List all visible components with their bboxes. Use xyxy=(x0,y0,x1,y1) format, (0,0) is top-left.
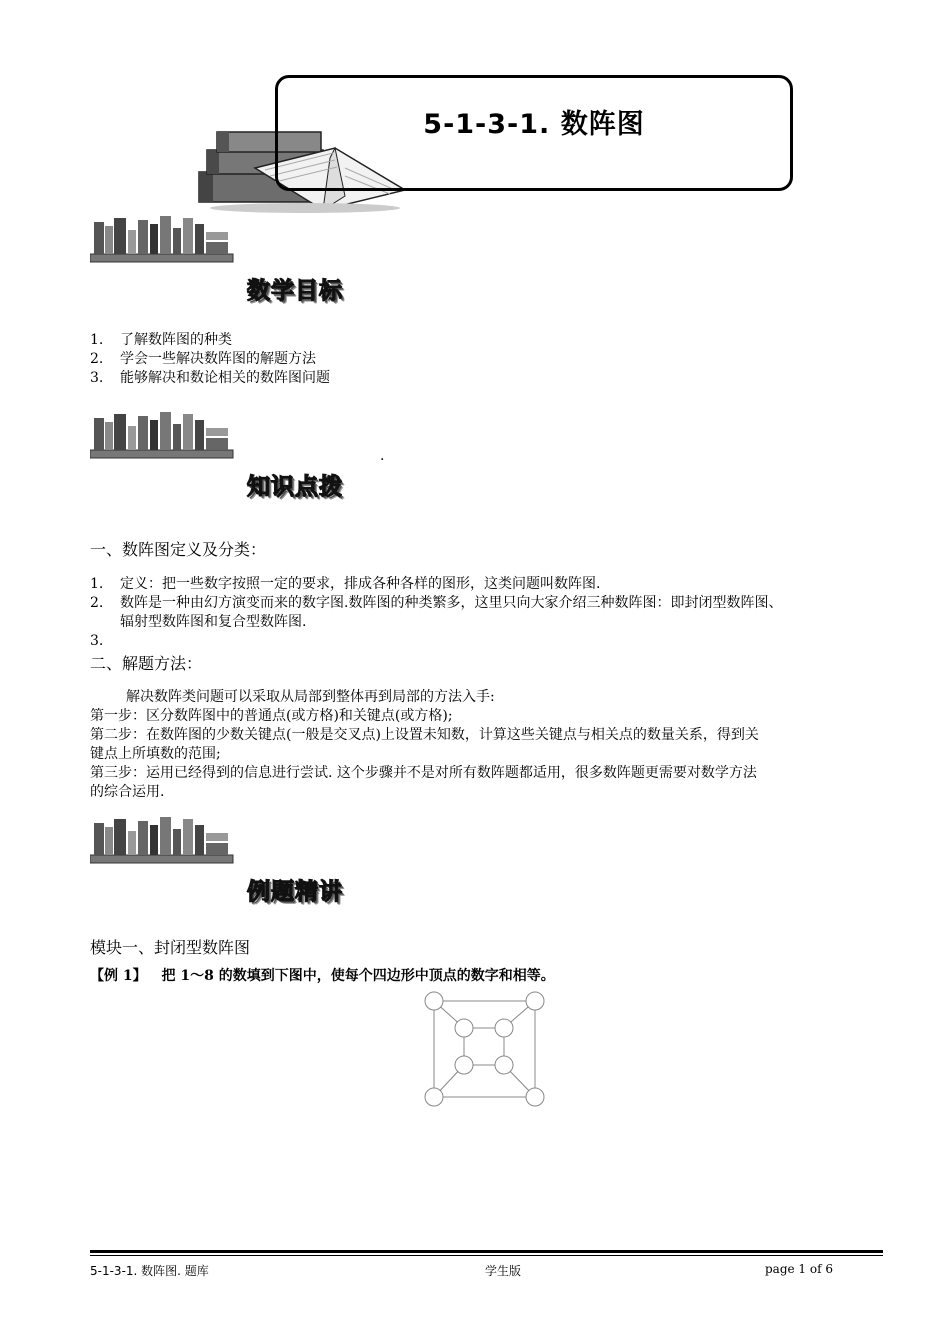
page-title: 5-1-3-1. 数阵图 xyxy=(423,109,645,140)
diagram-node xyxy=(526,992,544,1010)
section-title-goals: 数学目标 xyxy=(247,278,343,304)
definition-list xyxy=(90,575,900,651)
heading-definition: 一、数阵图定义及分类： xyxy=(90,540,267,559)
example-1 xyxy=(90,965,555,985)
stray-dot: . xyxy=(380,448,385,464)
diagram-node xyxy=(495,1056,513,1074)
footer-left: 5-1-3-1. 数阵图. 题库 xyxy=(90,1264,209,1278)
example-label: 【例 1】 xyxy=(90,968,147,984)
method-line: 第二步：在数阵图的少数关键点(一般是交叉点)上设置未知数，计算这些关键点与相关点的数量关系，得到关 xyxy=(90,727,759,743)
list-item: 1. 了解数阵图的种类 xyxy=(90,332,232,348)
method-paragraph xyxy=(90,688,890,802)
bookshelf-icon xyxy=(90,813,235,865)
closed-number-array-diagram xyxy=(420,988,555,1113)
footer-page-number: page 1 of 6 xyxy=(765,1262,833,1276)
footer-center: 学生版 xyxy=(485,1264,522,1278)
example-text: 把 1～8 的数填到下图中，使每个四边形中顶点的数字和相等。 xyxy=(161,968,555,984)
list-item: 3. xyxy=(90,633,104,649)
bookshelf-icon xyxy=(90,408,235,460)
list-item: 1. 定义：把一些数字按照一定的要求，排成各种各样的图形，这类问题叫数阵图. xyxy=(90,576,601,592)
section-title-examples: 例题精讲 xyxy=(247,879,343,905)
heading-method: 二、解题方法： xyxy=(90,654,203,673)
section-title-knowledge: 知识点拨 xyxy=(247,474,343,500)
method-line: 键点上所填数的范围; xyxy=(90,746,221,762)
method-line: 的综合运用. xyxy=(90,784,165,800)
list-item: 2. 学会一些解决数阵图的解题方法 xyxy=(90,351,316,367)
module-heading: 模块一、封闭型数阵图 xyxy=(90,938,251,957)
diagram-node xyxy=(425,992,443,1010)
goals-list xyxy=(90,331,870,388)
diagram-node xyxy=(455,1056,473,1074)
diagram-node xyxy=(425,1088,443,1106)
method-line: 第三步：运用已经得到的信息进行尝试. 这个步骤并不是对所有数阵题都适用，很多数阵题更需要对数学方法 xyxy=(90,765,757,781)
footer-rule xyxy=(90,1250,883,1253)
bookshelf-icon xyxy=(90,212,235,264)
list-item: 3. 能够解决和数论相关的数阵图问题 xyxy=(90,370,330,386)
diagram-node xyxy=(526,1088,544,1106)
method-line: 解决数阵类问题可以采取从局部到整体再到局部的方法入手: xyxy=(126,689,495,705)
footer-rule xyxy=(90,1255,883,1256)
list-item: 辐射型数阵图和复合型数阵图. xyxy=(120,614,307,630)
method-line: 第一步：区分数阵图中的普通点(或方格)和关键点(或方格); xyxy=(90,708,453,724)
list-item: 2. 数阵是一种由幻方演变而来的数字图.数阵图的种类繁多，这里只向大家介绍三种数阵图：即封闭型数阵图、 xyxy=(90,595,783,611)
diagram-node xyxy=(495,1019,513,1037)
diagram-node xyxy=(455,1019,473,1037)
